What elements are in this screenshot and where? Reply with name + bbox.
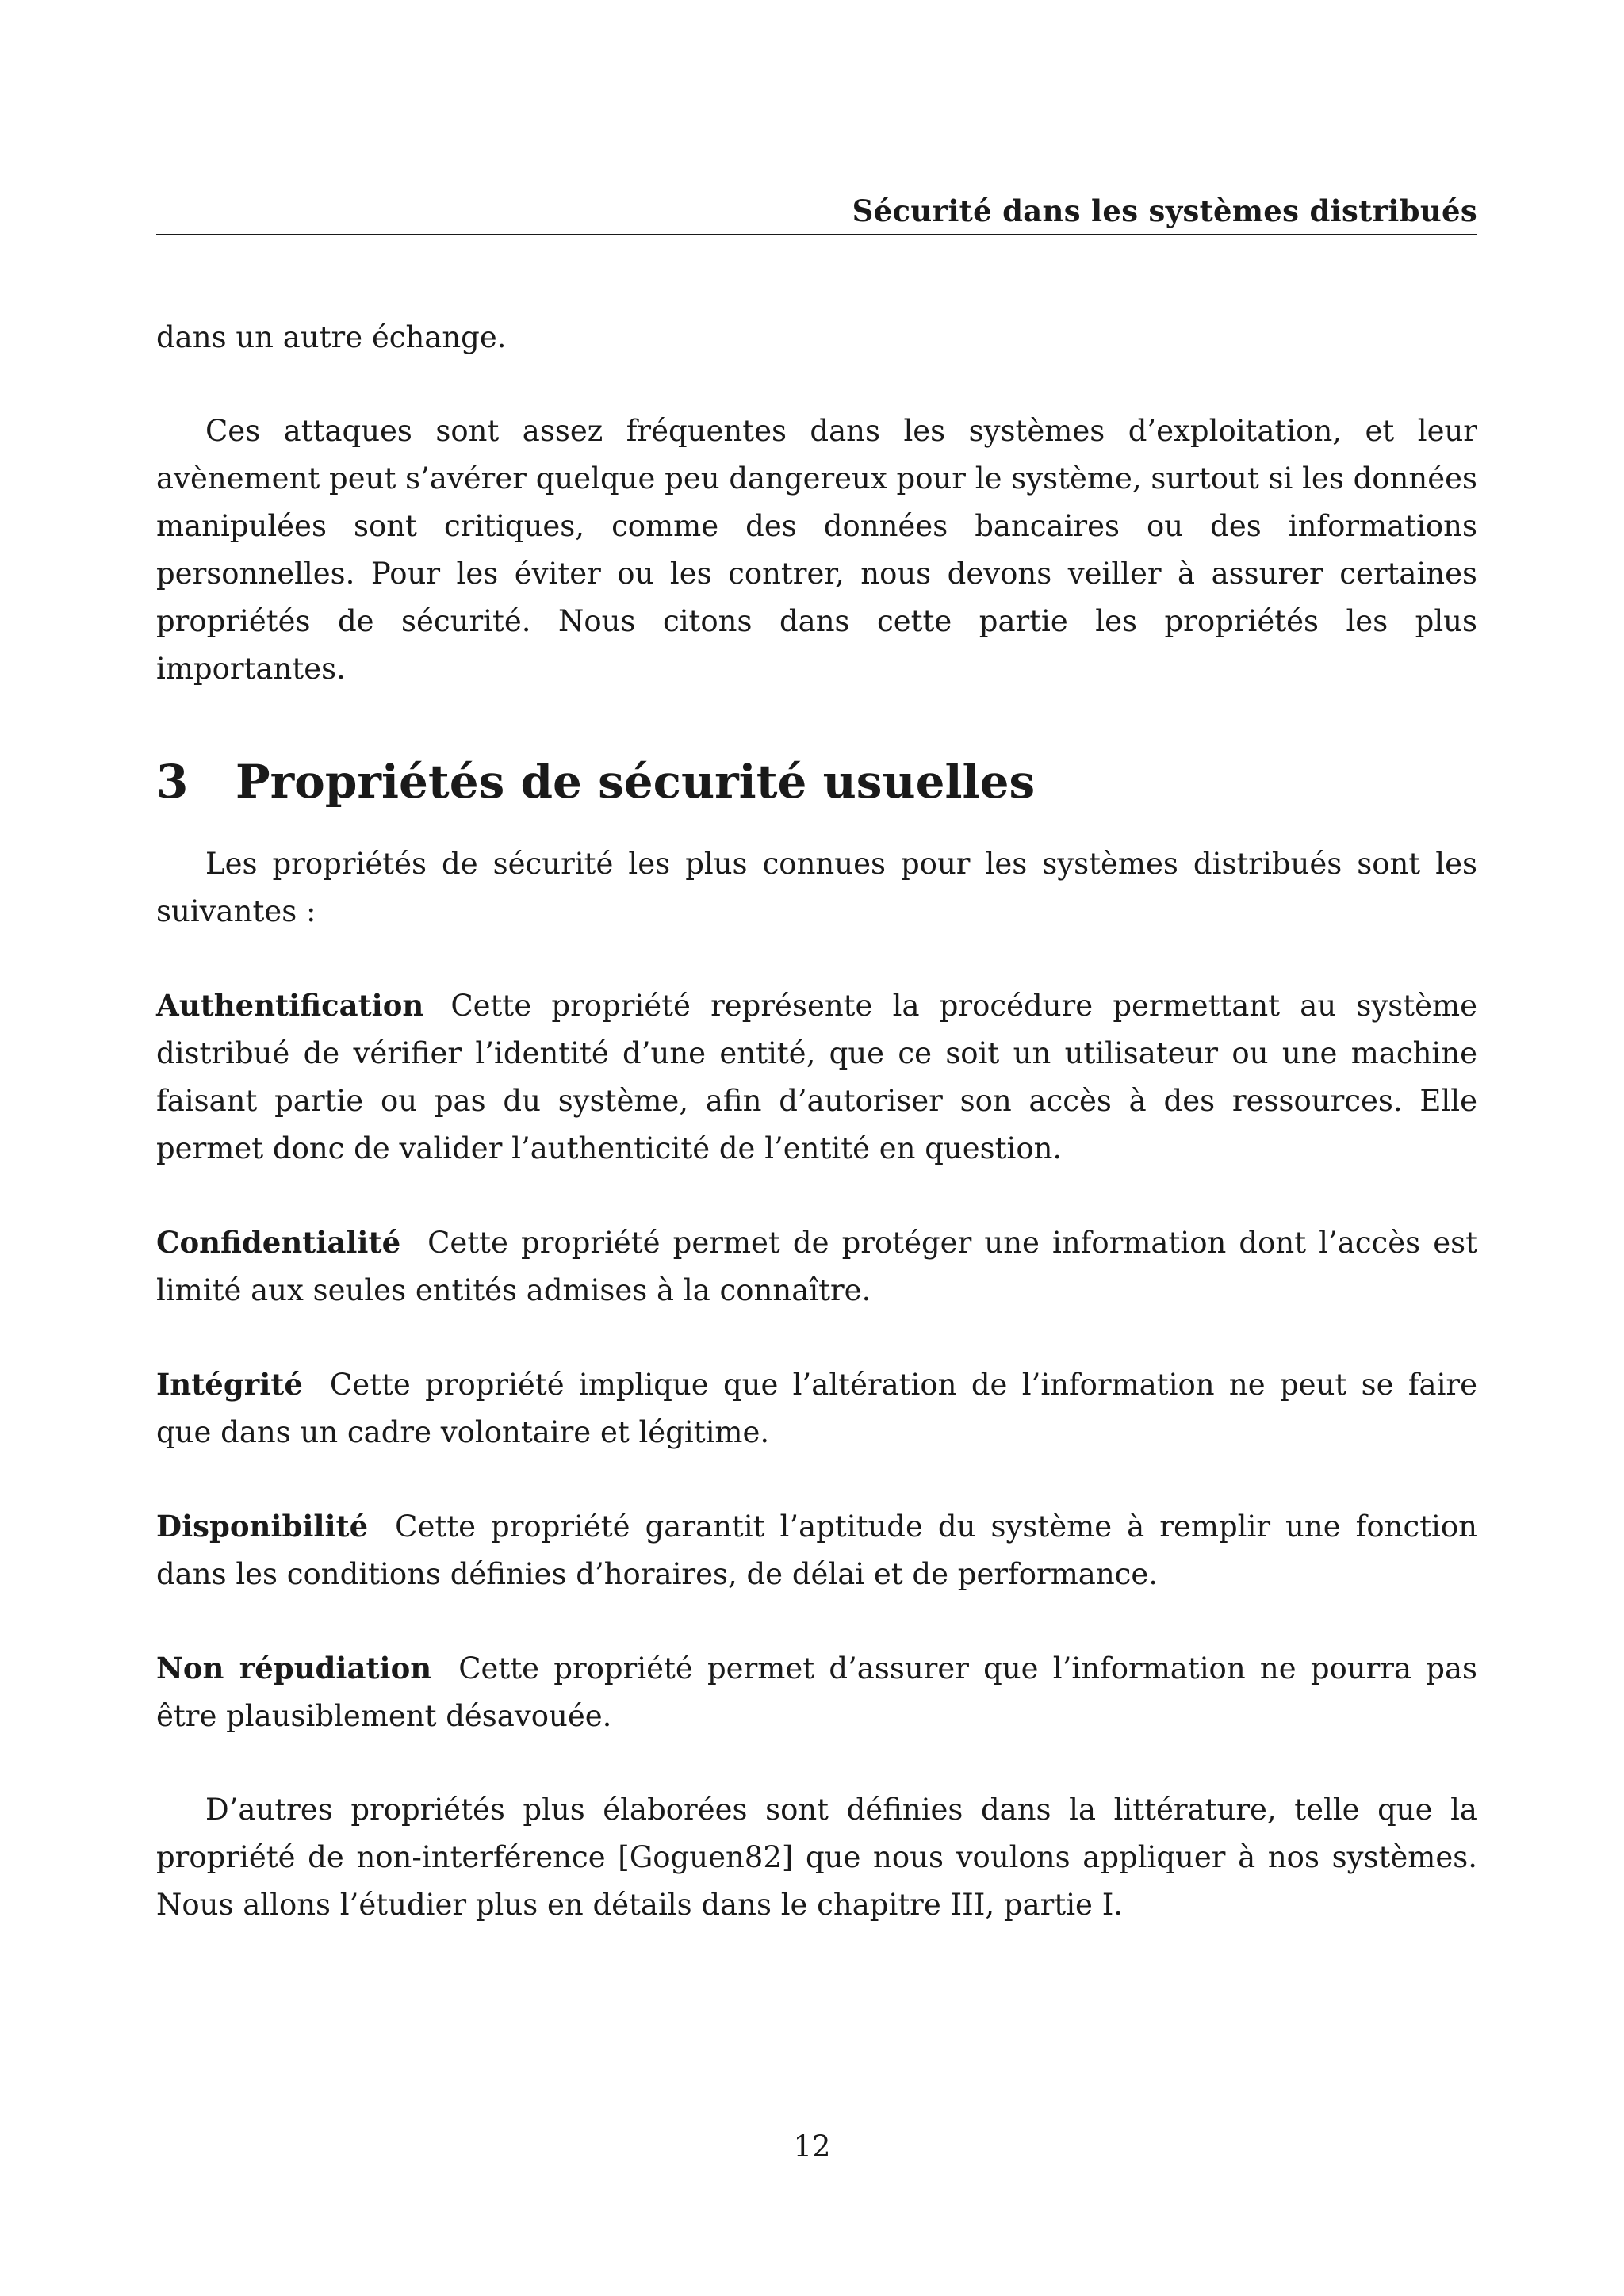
property-term: Disponibilité <box>156 1509 369 1544</box>
property-non-repudiation <box>156 1644 1477 1740</box>
section-heading <box>156 753 1477 810</box>
property-authentification <box>156 982 1477 1173</box>
property-disponibilite <box>156 1502 1477 1598</box>
page-number: 12 <box>793 2130 831 2164</box>
page-body <box>156 314 1477 1929</box>
closing-paragraph: D’autres propriétés plus élaborées sont définies dans la littérature, telle que la propriété de non-interférence [Goguen82] que nous voulons appliquer à nos systèmes. Nous allons l’étudier plus en détails dans le chapitre III, partie I. <box>156 1793 1477 1922</box>
property-integrite <box>156 1360 1477 1456</box>
property-term: Authentification <box>156 988 424 1023</box>
running-header: Sécurité dans les systèmes distribués <box>852 193 1477 228</box>
section-intro: Les propriétés de sécurité les plus connues pour les systèmes distribués sont les suivantes : <box>156 847 1477 928</box>
continuation-paragraph: dans un autre échange. <box>156 320 507 354</box>
property-term: Confidentialité <box>156 1225 401 1260</box>
property-description: Cette propriété garantit l’aptitude du système à remplir une fonction dans les conditions définies d’horaires, de délai et de performance. <box>156 1510 1477 1591</box>
property-description: Cette propriété permet d’assurer que l’information ne pourra pas être plausiblement désavouée. <box>156 1651 1478 1733</box>
property-description: Cette propriété représente la procédure permettant au système distribué de vérifier l’identité d’une entité, que ce soit un utilisateur ou une machine faisant partie ou pas du système, afin d’autoriser son accès à des ressources. Elle permet donc de valider l’authenticité de l’entité en question. <box>156 989 1477 1165</box>
property-confidentialite <box>156 1219 1477 1314</box>
property-description: Cette propriété permet de protéger une information dont l’accès est limité aux seules entités admises à la connaître. <box>156 1226 1477 1307</box>
property-term: Non répudiation <box>156 1651 432 1686</box>
section-title: Propriétés de sécurité usuelles <box>236 755 1036 809</box>
property-description: Cette propriété implique que l’altération de l’information ne peut se faire que dans un cadre volontaire et légitime. <box>156 1368 1477 1449</box>
section-number: 3 <box>156 755 189 809</box>
property-term: Intégrité <box>156 1367 303 1402</box>
header-rule <box>156 234 1477 235</box>
attacks-paragraph: Ces attaques sont assez fréquentes dans les systèmes d’exploitation, et leur avènement peut s’avérer quelque peu dangereux pour le système, surtout si les données manipulées sont critiques, comme des données bancaires ou des informations personnelles. Pour les éviter ou les contrer, nous devons veiller à assurer certaines propriétés de sécurité. Nous citons dans cette partie les propriétés les plus importantes. <box>156 414 1477 686</box>
